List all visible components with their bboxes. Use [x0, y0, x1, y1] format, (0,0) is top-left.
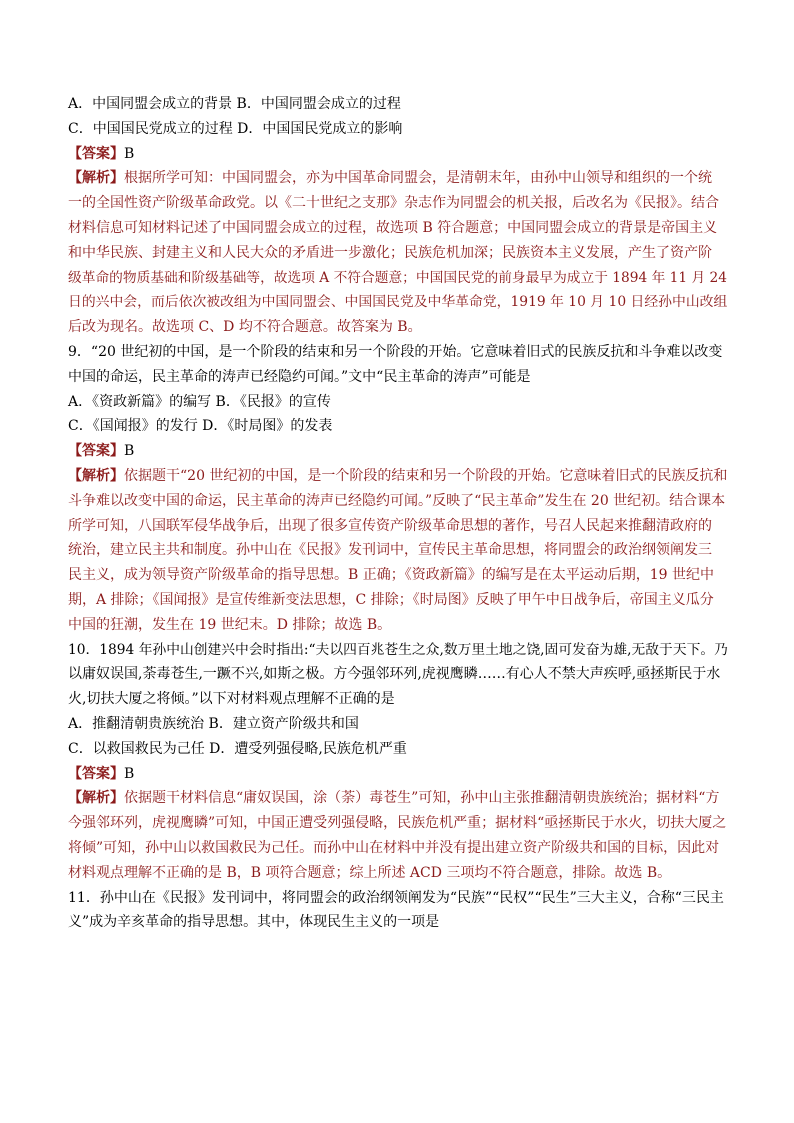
q9-analysis-line: 【解析】依据题干“20 世纪初的中国，是一个阶段的结束和另一个阶段的开始。它意味着旧式的民族反抗和: [68, 467, 728, 484]
q10-analysis-line: 今强邻环列，虎视鹰瞵”可知，中国正遭受列强侵略，民族危机严重；据材料“亟拯斯民于水火，切扶大厦之: [68, 815, 727, 832]
q9-answer: [68, 439, 728, 464]
q8-analysis-line: 【解析】根据所学可知：中国同盟会，亦为中国革命同盟会，是清朝末年，由孙中山领导和组织的一个统: [68, 170, 712, 187]
q8-analysis-line: 级革命的物质基础和阶级基础等，故选项 A 不符合题意；中国国民党的前身最早为成立于 1894 年 11 月 24: [68, 269, 728, 286]
answer-value: B: [124, 765, 135, 782]
q9-stem-line: 中国的命运，民主革命的涛声已经隐约可闻。”文中“民主革命的涛声”可能是: [68, 368, 531, 385]
q10-answer: [68, 762, 728, 787]
q9-analysis-line: 所学可知，八国联军侵华战争后，出现了很多宣传资产阶级革命思想的著作，号召人民起来推翻清政府的: [68, 517, 712, 534]
q10-option-ab: A．推翻清朝贵族统治 B．建立资产阶级共和国: [68, 715, 359, 732]
q10-analysis-line: 【解析】依据题干材料信息“庸奴误国，涂（荼）毒苍生”可知，孙中山主张推翻清朝贵族统治；据材料“方: [68, 790, 720, 807]
q11-stem-line: 义”成为辛亥革命的指导思想。其中，体现民生主义的一项是: [68, 914, 440, 931]
answer-label: 【答案】: [68, 443, 124, 460]
q9-option-ab: A．《资政新篇》的编写 B．《民报》的宣传: [68, 393, 331, 410]
q10-stem-line: 以庸奴误国,荼毒苍生,一蹶不兴,如斯之极。方今强邻环列,虎视鹰瞵……有心人不禁大声疾呼,亟拯斯民于水: [68, 666, 721, 683]
q10-analysis-line: 将倾”可知，孙中山以救国救民为己任。而孙中山在材料中并没有提出建立资产阶级共和国的目标，因此对: [68, 839, 720, 856]
q10-stem-line: 火,切扶大厦之将倾。”以下对材料观点理解不正确的是: [68, 691, 395, 708]
answer-label: 【答案】: [68, 145, 124, 162]
q10-stem-line: 10．1894 年孙中山创建兴中会时指出:“夫以四百兆苍生之众,数万里土地之饶,固可发奋为雄,无敌于天下。乃: [68, 641, 728, 658]
q9-analysis-line: 民主义，成为领导资产阶级革命的指导思想。B 正确；《资政新篇》的编写是在太平运动后期，19 世纪中: [68, 567, 715, 584]
q8-analysis-line: 材料信息可知材料记述了中国同盟会成立的过程，故选项 B 符合题意；中国同盟会成立的背景是帝国主义: [68, 219, 718, 236]
q9-option-cd: C．《国闻报》的发行 D．《时局图》的发表: [68, 418, 333, 435]
q8-analysis-line: 和中华民族、封建主义和人民大众的矛盾进一步激化；民族危机加深；民族资本主义发展，产生了资产阶: [68, 244, 712, 261]
q8-analysis-line: 一的全国性资产阶级革命政党。以《二十世纪之支那》杂志作为同盟会的机关报，后改名为《民报》。结合: [68, 195, 719, 212]
answer-value: B: [124, 443, 135, 460]
analysis-label: 【解析】: [68, 170, 124, 187]
answer-label: 【答案】: [68, 765, 124, 782]
q8-analysis-line: 日的兴中会，而后依次被改组为中国同盟会、中国国民党及中华革命党，1919 年 10 月 10 日经孙中山改组: [68, 294, 728, 311]
analysis-label: 【解析】: [68, 790, 124, 807]
q9-analysis-line: 中国的狂潮，发生在 19 世纪末。D 排除；故选 B。: [68, 616, 392, 633]
q9-stem-line: 9．“20 世纪初的中国，是一个阶段的结束和另一个阶段的开始。它意味着旧式的民族反抗和斗争难以改变: [68, 343, 723, 360]
analysis-label: 【解析】: [68, 467, 124, 484]
q8-answer: [68, 142, 728, 167]
q9-analysis-line: 期，A 排除；《国闻报》是宣传维新变法思想，C 排除；《时局图》反映了甲午中日战争后，帝国主义瓜分: [68, 591, 714, 608]
answer-value: B: [124, 145, 135, 162]
document-page: [68, 92, 728, 935]
q9-analysis-line: 斗争难以改变中国的命运，民主革命的涛声已经隐约可闻。”反映了“民主革命”发生在 20 世纪初。结合课本: [68, 492, 726, 509]
q8-analysis-line: 后改为现名。故选项 C、D 均不符合题意。故答案为 B。: [68, 319, 422, 336]
q11-stem-line: 11．孙中山在《民报》发刊词中，将同盟会的政治纲领阐发为“民族”“民权”“民生”三大主义，合称“三民主: [68, 889, 724, 906]
q8-option-cd: C．中国国民党成立的过程 D．中国国民党成立的影响: [68, 120, 403, 137]
q8-option-ab: A．中国同盟会成立的背景 B．中国同盟会成立的过程: [68, 96, 401, 112]
q9-analysis-line: 统治，建立民主共和制度。孙中山在《民报》发刊词中，宣传民主革命思想，将同盟会的政治纲领阐发三: [68, 542, 712, 559]
q10-analysis-line: 材料观点理解不正确的是 B，B 项符合题意；综上所述 ACD 三项均不符合题意，排除。故选 B。: [68, 864, 672, 881]
q10-option-cd: C．以救国救民为己任 D．遭受列强侵略,民族危机严重: [68, 740, 407, 757]
